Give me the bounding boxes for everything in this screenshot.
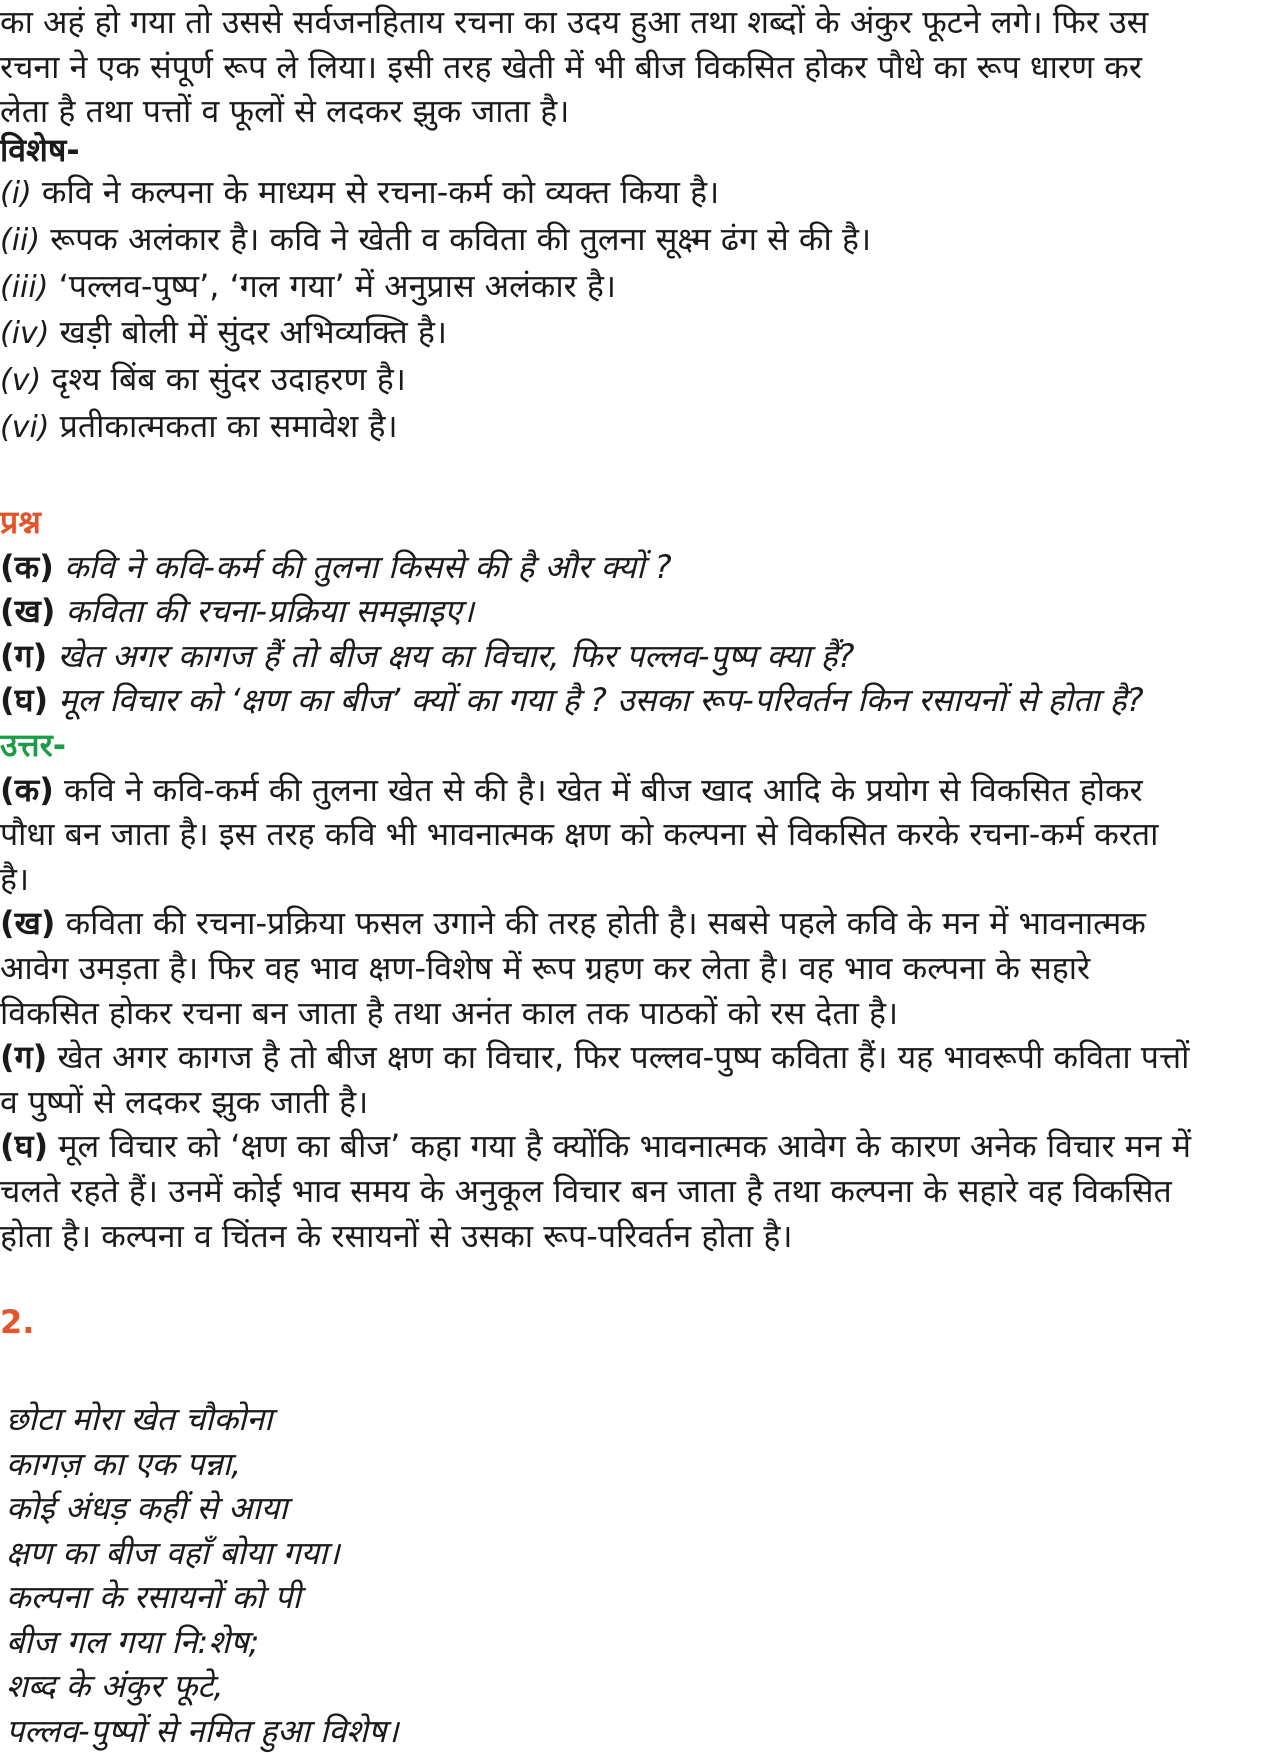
question-label: (क)	[0, 548, 54, 586]
answer-text: मूल विचार को ‘क्षण का बीज’ कहा गया है क्योंकि भावनात्मक आवेग के कारण अनेक विचार मन में	[48, 1127, 1191, 1165]
uttar-heading: उत्तर-	[0, 723, 1287, 768]
answer-label: (ख)	[0, 904, 55, 942]
item-number: (vi)	[0, 410, 50, 445]
prashn-heading: प्रश्न	[0, 500, 1287, 545]
item-text: प्रतीकात्मकता का समावेश है।	[50, 407, 398, 445]
answer-line: आवेग उमड़ता है। फिर वह भाव क्षण-विशेष में रूप ग्रहण कर लेता है। वह भाव कल्पना के सहारे	[0, 946, 1287, 991]
answer-line	[0, 768, 1287, 813]
item-number: (i)	[0, 176, 32, 211]
question-text: कविता की रचना-प्रक्रिया समझाइए।	[55, 592, 473, 630]
poem-line: शब्द के अंकुर फूटे,	[6, 1664, 1287, 1709]
vishesh-item	[0, 404, 1287, 451]
intro-line: लेता है तथा पत्तों व फूलों से लदकर झुक जाता है।	[0, 89, 1287, 134]
question	[0, 589, 1287, 634]
answer-line: पौधा बन जाता है। इस तरह कवि भी भावनात्मक क्षण को कल्पना से विकसित करके रचना-कर्म करता	[0, 812, 1287, 857]
intro-paragraph	[0, 0, 1287, 134]
answer-line	[0, 901, 1287, 946]
question	[0, 678, 1287, 723]
vishesh-item	[0, 264, 1287, 311]
question-label: (घ)	[0, 681, 48, 719]
answer-line: चलते रहते हैं। उनमें कोई भाव समय के अनुकूल विचार बन जाता है तथा कल्पना के सहारे वह विकसित	[0, 1169, 1287, 1214]
answer-line: है।	[0, 857, 1287, 902]
item-number: (v)	[0, 363, 41, 398]
answer-line	[0, 1124, 1287, 1169]
answer-line: व पुष्पों से लदकर झुक जाती है।	[0, 1080, 1287, 1125]
question-text: कवि ने कवि-कर्म की तुलना किससे की है और क्यों ?	[54, 548, 672, 586]
answer-line: होता है। कल्पना व चिंतन के रसायनों से उसका रूप-परिवर्तन होता है।	[0, 1214, 1287, 1259]
answer-label: (घ)	[0, 1127, 48, 1165]
answer-label: (क)	[0, 771, 54, 809]
vishesh-section	[0, 130, 1287, 451]
question-label: (ग)	[0, 637, 47, 675]
item-number: (iv)	[0, 316, 50, 351]
answer-text: कविता की रचना-प्रक्रिया फसल उगाने की तरह होती है। सबसे पहले कवि के मन में भावनात्मक	[55, 904, 1145, 942]
poem-line: क्षण का बीज वहाँ बोया गया।	[6, 1531, 1287, 1576]
vishesh-item	[0, 357, 1287, 404]
uttar-section	[0, 723, 1287, 1258]
poem-line: बीज गल गया नि:शेष;	[6, 1620, 1287, 1665]
question	[0, 634, 1287, 679]
poem-line: कल्पना के रसायनों को पी	[6, 1575, 1287, 1620]
item-number: (ii)	[0, 223, 40, 258]
intro-line: का अहं हो गया तो उससे सर्वजनहिताय रचना का उदय हुआ तथा शब्दों के अंकुर फूटने लगे। फिर उस	[0, 0, 1287, 45]
item-text: कवि ने कल्पना के माध्यम से रचना-कर्म को व्यक्त किया है।	[32, 173, 720, 211]
section-number: 2.	[0, 1300, 1287, 1345]
answer-text: खेत अगर कागज है तो बीज क्षण का विचार, फिर पल्लव-पुष्प कविता हैं। यह भावरूपी कविता पत्तों	[47, 1038, 1189, 1076]
question	[0, 545, 1287, 590]
item-number: (iii)	[0, 270, 48, 305]
question-text: खेत अगर कागज हैं तो बीज क्षय का विचार, फिर पल्लव-पुष्प क्या हैं?	[47, 637, 854, 675]
answer-line	[0, 1035, 1287, 1080]
answer-line: विकसित होकर रचना बन जाता है तथा अनंत काल तक पाठकों को रस देता है।	[0, 991, 1287, 1036]
intro-line: रचना ने एक संपूर्ण रूप ले लिया। इसी तरह खेती में भी बीज विकसित होकर पौधे का रूप धारण कर	[0, 45, 1287, 90]
item-text: दृश्य बिंब का सुंदर उदाहरण है।	[41, 360, 406, 398]
item-text: रूपक अलंकार है। कवि ने खेती व कविता की तुलना सूक्ष्म ढंग से की है।	[40, 220, 871, 258]
poem-line: पल्लव-पुष्पों से नमित हुआ विशेष।	[6, 1709, 1287, 1753]
section-2-number-block	[0, 1300, 1287, 1345]
question-text: मूल विचार को ‘क्षण का बीज’ क्यों का गया है ? उसका रूप-परिवर्तन किन रसायनों से होता है?	[48, 681, 1143, 719]
prashn-section	[0, 500, 1287, 723]
vishesh-item	[0, 170, 1287, 217]
poem-line: कागज़ का एक पन्ना,	[6, 1442, 1287, 1487]
question-label: (ख)	[0, 592, 55, 630]
vishesh-item	[0, 310, 1287, 357]
poem-line: कोई अंधड़ कहीं से आया	[6, 1486, 1287, 1531]
poem	[6, 1397, 1287, 1753]
vishesh-item	[0, 217, 1287, 264]
poem-line: छोटा मोरा खेत चौकोना	[6, 1397, 1287, 1442]
item-text: ‘पल्लव-पुष्प’, ‘गल गया’ में अनुप्रास अलंकार है।	[48, 267, 616, 305]
answer-label: (ग)	[0, 1038, 47, 1076]
answer-text: कवि ने कवि-कर्म की तुलना खेत से की है। खेत में बीज खाद आदि के प्रयोग से विकसित होकर	[54, 771, 1143, 809]
item-text: खड़ी बोली में सुंदर अभिव्यक्ति है।	[50, 313, 448, 351]
vishesh-heading: विशेष-	[0, 130, 1287, 170]
